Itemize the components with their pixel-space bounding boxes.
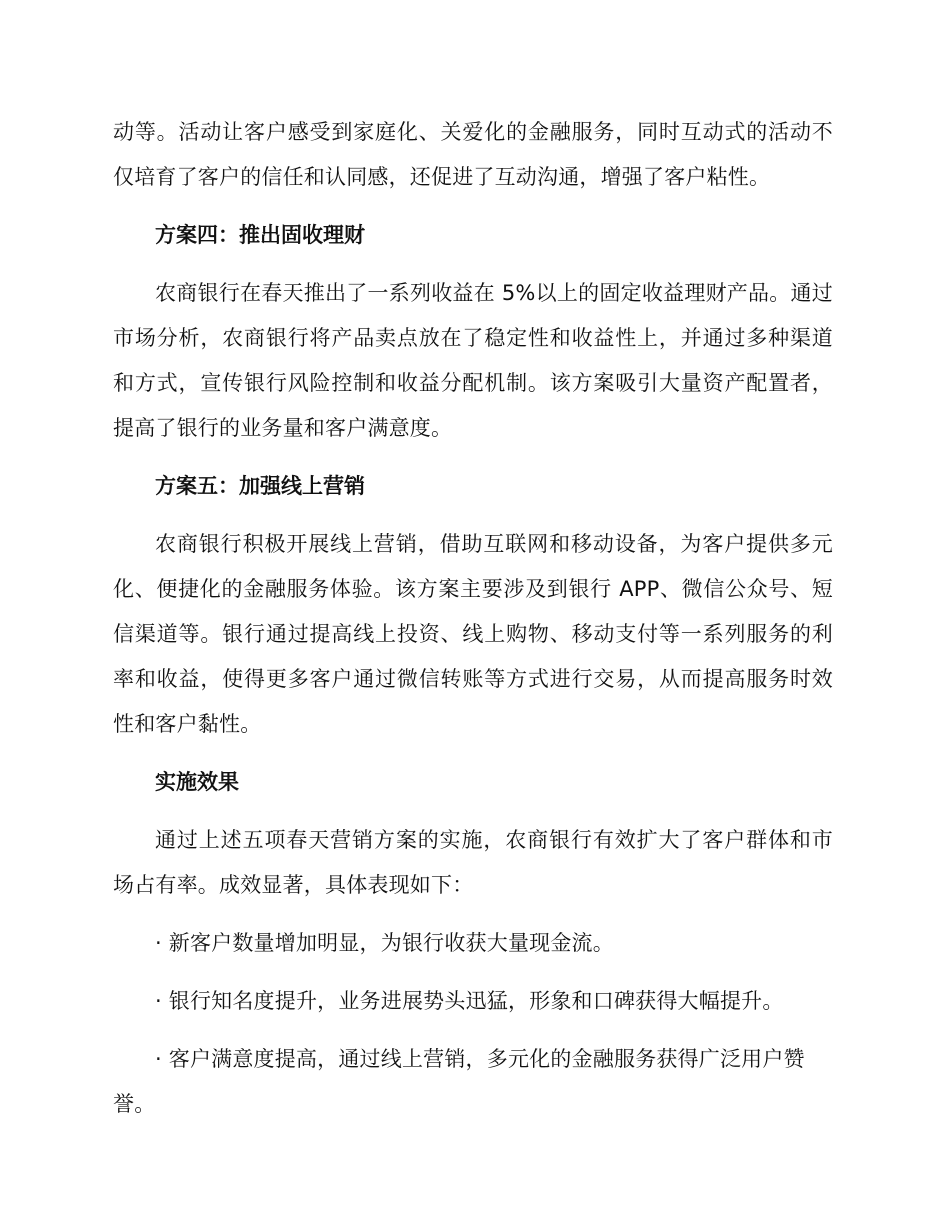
results-heading: 实施效果: [155, 770, 239, 794]
section-4-paragraph: 农商银行在春天推出了一系列收益在 5%以上的固定收益理财产品。通过市场分析，农商银行将产品卖点放在了稳定性和收益性上，并通过多种渠道和方式，宣传银行风险控制和收益分配机制。该方案吸引大量资产配置者，提高了银行的业务量和客户满意度。: [113, 281, 833, 440]
results-bullet-item: · 客户满意度提高，通过线上营销，多元化的金融服务获得广泛用户赞誉。: [113, 1047, 805, 1116]
results-paragraph: 通过上述五项春天营销方案的实施，农商银行有效扩大了客户群体和市场占有率。成效显著，具体表现如下：: [113, 828, 833, 897]
results-bullet-item: · 银行知名度提升，业务进展势头迅猛，形象和口碑获得大幅提升。: [155, 989, 784, 1013]
section-5-paragraph: 农商银行积极开展线上营销，借助互联网和移动设备，为客户提供多元化、便捷化的金融服务体验。该方案主要涉及到银行 APP、微信公众号、短信渠道等。银行通过提高线上投资、线上购物、移动支付等一系列服务的利率和收益，使得更多客户通过微信转账等方式进行交易，从而提高服务时效性和客户黏性。: [113, 532, 833, 736]
results-bullet-item: · 新客户数量增加明显，为银行收获大量现金流。: [155, 931, 614, 955]
document-body: [113, 110, 833, 1140]
section-5-heading: 方案五：加强线上营销: [155, 474, 365, 498]
section-4-heading: 方案四：推出固收理财: [155, 223, 365, 247]
intro-paragraph: 动等。活动让客户感受到家庭化、关爱化的金融服务，同时互动式的活动不仅培育了客户的信任和认同感，还促进了互动沟通，增强了客户粘性。: [113, 120, 833, 189]
